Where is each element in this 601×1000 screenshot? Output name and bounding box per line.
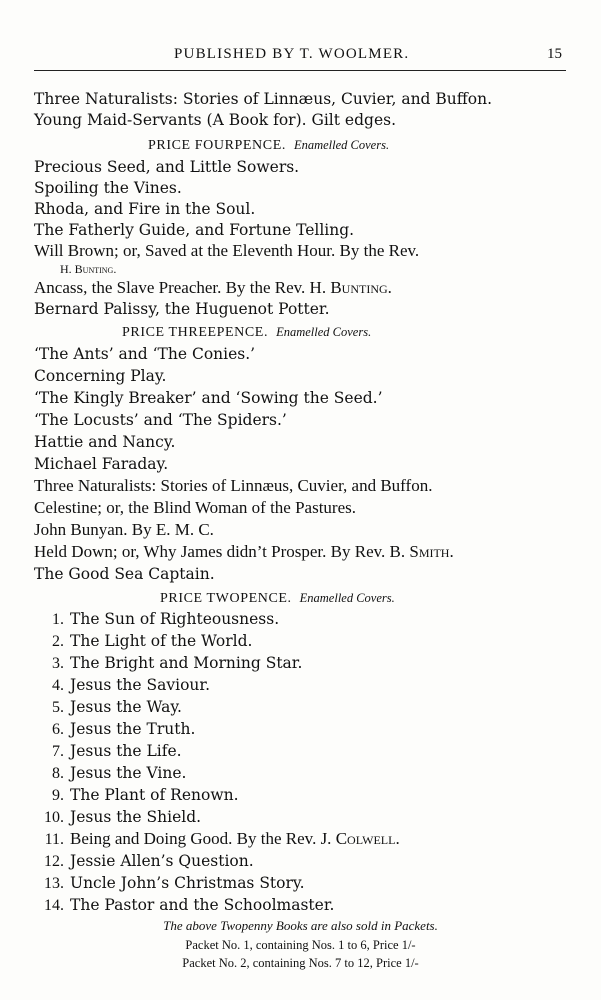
- covers-note: Enamelled Covers.: [299, 591, 395, 605]
- item-title: Uncle John’s Christmas Story.: [70, 874, 305, 892]
- entry-young-maid-servants: Young Maid-Servants (A Book for). Gilt edges.: [34, 111, 396, 129]
- covers-note: Enamelled Covers.: [293, 138, 390, 152]
- list-item: Bernard Palissy, the Huguenot Potter.: [34, 300, 330, 318]
- item-number: 8.: [52, 765, 64, 782]
- item-title: Being and Doing Good. By the Rev. J.: [70, 829, 336, 848]
- list-item: ‘The Kingly Breaker’ and ‘Sowing the Seed.’: [34, 389, 383, 407]
- list-item: The Fatherly Guide, and Fortune Telling.: [34, 221, 355, 239]
- item-number: 1.: [52, 611, 64, 628]
- item-title: The Plant of Renown.: [70, 786, 239, 804]
- heading-text: PRICE THREEPENCE.: [122, 325, 269, 340]
- list-item: ‘The Ants’ and ‘The Conies.’: [34, 345, 256, 363]
- item-number: 9.: [52, 787, 64, 804]
- numbered-item: [30, 851, 254, 872]
- numbered-item: [30, 675, 210, 696]
- packet-1-line: Packet No. 1, containing Nos. 1 to 6, Price 1/-: [185, 938, 416, 952]
- list-item: Celestine; or, the Blind Woman of the Pastures.: [34, 498, 357, 517]
- section-heading-twopence: [160, 591, 395, 607]
- item-title: Jesus the Vine.: [70, 764, 187, 782]
- item-title: The Sun of Righteousness.: [70, 610, 280, 628]
- numbered-item: [30, 807, 201, 828]
- numbered-item: [30, 763, 186, 784]
- list-item: Will Brown; or, Saved at the Eleventh Hour. By the Rev.: [34, 241, 420, 260]
- packet-2-line: Packet No. 2, containing Nos. 7 to 12, Price 1/-: [182, 956, 419, 970]
- item-number: 5.: [52, 699, 64, 716]
- item-title: Jesus the Life.: [70, 742, 182, 760]
- item-title: Jessie Allen’s Question.: [70, 852, 254, 870]
- list-item: Precious Seed, and Little Sowers.: [34, 158, 300, 176]
- author-name: Colwell: [335, 829, 396, 848]
- item-title: Jesus the Way.: [70, 698, 182, 716]
- entry-end: .: [387, 278, 392, 297]
- list-item: Three Naturalists: Stories of Linnæus, Cuvier, and Buffon.: [34, 476, 433, 495]
- list-item: Spoiling the Vines.: [34, 179, 182, 197]
- item-number: 12.: [44, 853, 64, 870]
- item-title: Jesus the Saviour.: [70, 676, 211, 694]
- running-header: [34, 46, 566, 71]
- item-title: The Bright and Morning Star.: [70, 654, 303, 672]
- numbered-item: [30, 609, 279, 630]
- list-item: [34, 278, 392, 298]
- numbered-item: [30, 895, 334, 916]
- numbered-item: [30, 829, 400, 850]
- numbered-item: [30, 653, 302, 674]
- entry-three-naturalists: Three Naturalists: Stories of Linnæus, Cuvier, and Buffon.: [34, 90, 493, 108]
- item-number: 10.: [44, 809, 64, 826]
- list-item: Concerning Play.: [34, 367, 167, 385]
- list-item: Michael Faraday.: [34, 455, 169, 473]
- entry-end: .: [395, 829, 400, 848]
- running-title: PUBLISHED BY T. WOOLMER.: [174, 46, 410, 62]
- item-title: The Pastor and the Schoolmaster.: [70, 896, 335, 914]
- item-title: The Light of the World.: [70, 632, 253, 650]
- list-item-continuation: H. Bunting.: [60, 262, 117, 276]
- list-item: ‘The Locusts’ and ‘The Spiders.’: [34, 411, 287, 429]
- item-number: 6.: [52, 721, 64, 738]
- item-number: 3.: [52, 655, 64, 672]
- entry-text: Held Down; or, Why James didn’t Prosper. By Rev. B.: [34, 542, 410, 561]
- item-number: 13.: [44, 875, 64, 892]
- numbered-item: [30, 631, 252, 652]
- item-number: 11.: [44, 831, 64, 848]
- list-item: Rhoda, and Fire in the Soul.: [34, 200, 256, 218]
- item-number: 14.: [44, 897, 64, 914]
- heading-text: PRICE FOURPENCE.: [148, 138, 286, 153]
- numbered-item: [30, 719, 195, 740]
- list-item: John Bunyan. By E. M. C.: [34, 520, 214, 539]
- packets-note: The above Twopenny Books are also sold in Packets.: [163, 918, 438, 933]
- numbered-item: [30, 697, 182, 718]
- numbered-item: [30, 785, 239, 806]
- item-title: Jesus the Truth.: [70, 720, 196, 738]
- item-number: 4.: [52, 677, 64, 694]
- page-number: 15: [547, 46, 562, 62]
- section-heading-threepence: [122, 325, 371, 341]
- numbered-item: [30, 741, 182, 762]
- item-number: 2.: [52, 633, 64, 650]
- covers-note: Enamelled Covers.: [276, 325, 372, 339]
- author-name: Bunting: [330, 278, 388, 297]
- item-title: Jesus the Shield.: [70, 808, 202, 826]
- item-number: 7.: [52, 743, 64, 760]
- list-item: Hattie and Nancy.: [34, 433, 176, 451]
- list-item: [34, 542, 454, 562]
- entry-text: Ancass, the Slave Preacher. By the Rev. H.: [34, 278, 331, 297]
- list-item: The Good Sea Captain.: [34, 565, 215, 583]
- entry-end: .: [449, 542, 454, 561]
- section-heading-fourpence: [148, 138, 389, 154]
- numbered-item: [30, 873, 305, 894]
- author-name: Smith: [409, 542, 450, 561]
- heading-text: PRICE TWOPENCE.: [160, 591, 292, 606]
